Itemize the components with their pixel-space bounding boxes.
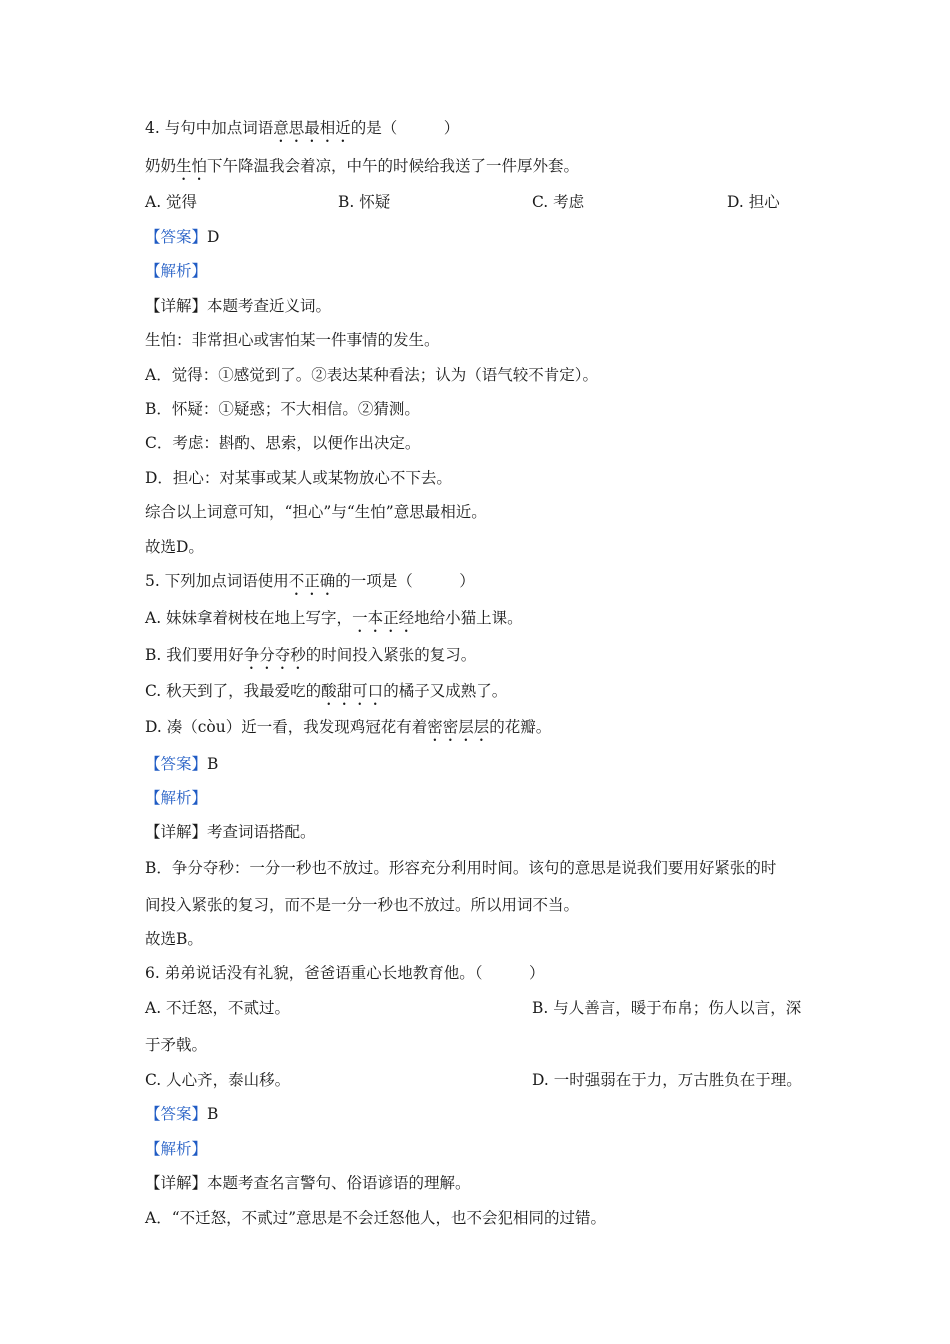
q6-detail xyxy=(145,1173,471,1193)
answer-value: B xyxy=(207,755,219,773)
q5-option-d-text: D. 凑（còu）近一看，我发现鸡冠花有着 xyxy=(145,718,428,736)
detail-text: 本题考查名言警句、俗语谚语的理解。 xyxy=(207,1174,471,1192)
q5-option-c xyxy=(145,681,507,709)
q5-stem-dotted: 不正确 xyxy=(288,572,336,590)
q5-option-b-dotted: 争分夺秒 xyxy=(243,646,306,664)
detail-tag: 【详解】 xyxy=(145,1174,208,1192)
q4-sentence-tail: 下午降温我会着凉，中午的时候给我送了一件厚外套。 xyxy=(207,157,580,175)
q5-option-b xyxy=(145,645,476,673)
answer-value: B xyxy=(207,1105,219,1123)
q4-sentence-dotted: 生怕 xyxy=(176,157,208,175)
q4-line: 故选D。 xyxy=(145,538,204,556)
analysis-tag: 【解析】 xyxy=(145,1140,208,1158)
q4-stem-dotted: 意思最相近 xyxy=(273,119,351,137)
detail-tag: 【详解】 xyxy=(145,823,208,841)
q5-option-b-tail: 的时间投入紧张的复习。 xyxy=(305,646,477,664)
q4-sentence-text: 奶奶 xyxy=(145,157,177,175)
q5-option-a-text: A. 妹妹拿着树枝在地上写字， xyxy=(145,609,353,627)
q4-sentence xyxy=(145,156,579,184)
q4-line: C．考虑：斟酌、思索，以便作出决定。 xyxy=(145,434,421,452)
q5-analysis xyxy=(145,788,207,808)
q6-option-b: B. 与人善言，暖于布帛；伤人以言，深 xyxy=(532,999,802,1017)
q4-option-c: C. 考虑 xyxy=(532,193,585,211)
q5-line: 间投入紧张的复习，而不是一分一秒也不放过。所以用词不当。 xyxy=(145,896,580,914)
q5-option-d-dotted: 密密层层 xyxy=(427,718,490,736)
q6-line: A．“不迁怒，不贰过”意思是不会迁怒他人，也不会犯相同的过错。 xyxy=(145,1209,607,1227)
analysis-tag: 【解析】 xyxy=(145,262,208,280)
q4-line: D．担心：对某事或某人或某物放心不下去。 xyxy=(145,469,452,487)
q4-option-a: A. 觉得 xyxy=(145,193,198,211)
q5-option-a-tail: 地给小猫上课。 xyxy=(414,609,523,627)
q6-option-b-continued: 于矛戟。 xyxy=(145,1036,208,1054)
q6-analysis xyxy=(145,1139,207,1159)
q4-line: 综合以上词意可知，“担心”与“生怕”意思最相近。 xyxy=(145,503,487,521)
q5-option-b-text: B. 我们要用好 xyxy=(145,646,244,664)
q4-answer xyxy=(145,227,219,247)
q5-line: B．争分夺秒：一分一秒也不放过。形容充分利用时间。该句的意思是说我们要用好紧张的时 xyxy=(145,859,777,877)
q5-stem xyxy=(145,571,475,599)
q5-option-a-dotted: 一本正经 xyxy=(352,609,415,627)
analysis-tag: 【解析】 xyxy=(145,789,208,807)
q5-line: 故选B。 xyxy=(145,930,203,948)
answer-tag: 【答案】 xyxy=(145,755,208,773)
q4-line: B．怀疑：①疑惑；不大相信。②猜测。 xyxy=(145,400,420,418)
q4-stem-tail: 的是（ ） xyxy=(350,119,460,137)
q4-line: 生怕：非常担心或害怕某一件事情的发生。 xyxy=(145,331,440,349)
q5-option-c-text: C. 秋天到了，我最爱吃的 xyxy=(145,682,322,700)
q5-stem-tail: 的一项是（ ） xyxy=(335,572,475,590)
detail-text: 本题考查近义词。 xyxy=(207,297,332,315)
q4-option-b: B. 怀疑 xyxy=(338,193,391,211)
q4-stem xyxy=(145,118,459,146)
q5-option-c-tail: 的橘子又成熟了。 xyxy=(383,682,508,700)
q5-answer xyxy=(145,754,218,774)
q6-answer xyxy=(145,1104,218,1124)
q6-stem: 6. 弟弟说话没有礼貌，爸爸语重心长地教育他。（ ） xyxy=(145,964,545,982)
q6-option-c: C. 人心齐，泰山移。 xyxy=(145,1071,291,1089)
q5-option-d xyxy=(145,717,551,745)
detail-text: 考查词语搭配。 xyxy=(207,823,316,841)
q6-option-d: D. 一时强弱在于力，万古胜负在于理。 xyxy=(532,1071,802,1089)
detail-tag: 【详解】 xyxy=(145,297,208,315)
q5-stem-text: 5. 下列加点词语使用 xyxy=(145,572,289,590)
q4-line: A．觉得：①感觉到了。②表达某种看法；认为（语气较不肯定）。 xyxy=(145,366,598,384)
q4-stem-text: 4. 与句中加点词语 xyxy=(145,119,274,137)
answer-value: D xyxy=(207,228,220,246)
q5-option-c-dotted: 酸甜可口 xyxy=(321,682,384,700)
answer-tag: 【答案】 xyxy=(145,228,208,246)
q5-detail xyxy=(145,822,316,842)
q5-option-d-tail: 的花瓣。 xyxy=(489,718,552,736)
q4-detail xyxy=(145,296,331,316)
q5-option-a xyxy=(145,608,523,636)
q6-option-a: A. 不迁怒，不贰过。 xyxy=(145,999,291,1017)
q4-analysis xyxy=(145,261,207,281)
answer-tag: 【答案】 xyxy=(145,1105,208,1123)
q4-option-d: D. 担心 xyxy=(727,193,780,211)
